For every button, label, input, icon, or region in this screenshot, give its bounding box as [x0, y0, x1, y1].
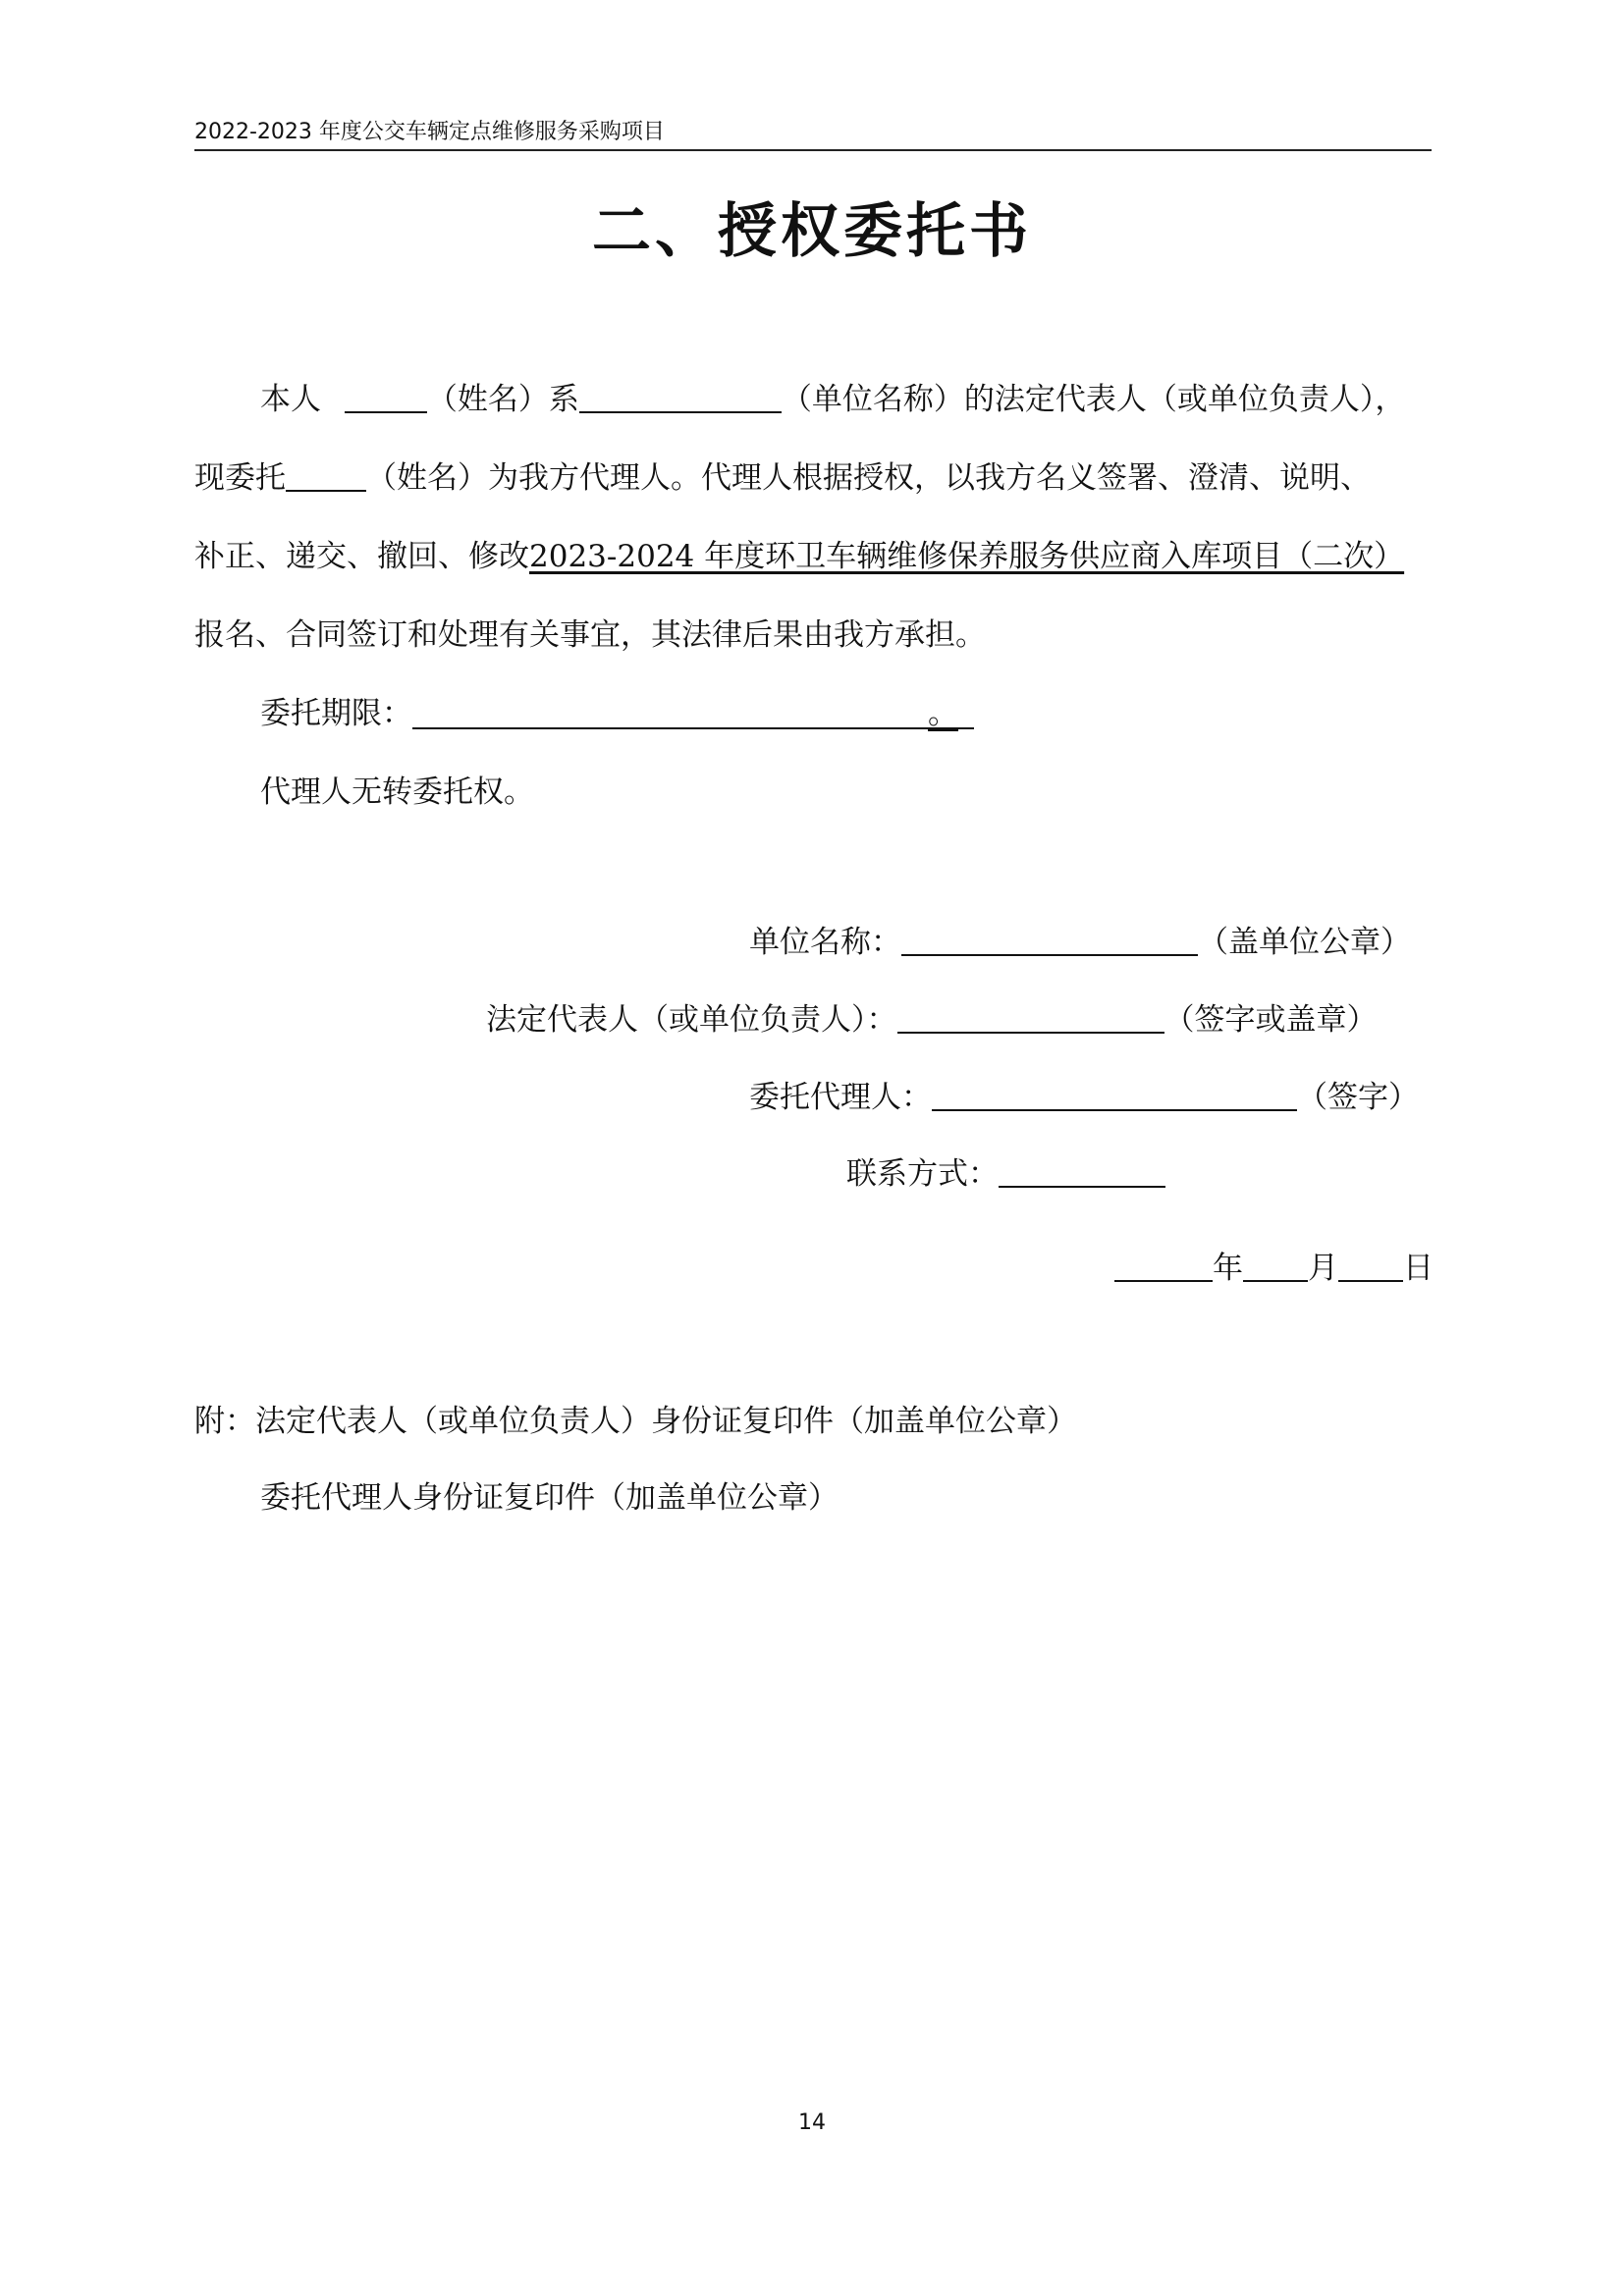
unit-signature-line — [749, 921, 1411, 964]
text-legal-rep: （单位名称）的法定代表人（或单位负责人）， — [781, 382, 1406, 417]
blank-unit-name — [579, 382, 782, 413]
agent-note: （签字） — [1297, 1080, 1419, 1115]
legal-note: （签字或盖章） — [1164, 1002, 1378, 1038]
unit-note: （盖单位公章） — [1198, 925, 1411, 960]
page-number: 14 — [798, 2110, 826, 2135]
no-subdelegation-line — [260, 771, 534, 814]
contact-line — [846, 1152, 1165, 1196]
day-label: 日 — [1403, 1251, 1434, 1286]
date-line — [1114, 1247, 1434, 1290]
agent-signature-line — [749, 1076, 1419, 1119]
body-line-2 — [194, 456, 1371, 500]
term-label: 委托期限： — [260, 696, 412, 731]
text-actions: 补正、递交、撤回、修改 — [194, 539, 529, 574]
blank-month — [1243, 1251, 1308, 1282]
blank-agent-signature — [932, 1080, 1297, 1111]
text-consequences: 报名、合同签订和处理有关事宜，其法律后果由我方承担。 — [194, 617, 986, 653]
body-line-1 — [260, 378, 1405, 421]
no-subdelegation-text: 代理人无转委托权。 — [260, 774, 534, 810]
month-label: 月 — [1308, 1251, 1338, 1286]
blank-agent-name — [286, 460, 366, 492]
blank-year — [1114, 1251, 1213, 1282]
attachment-line-1 — [194, 1400, 1077, 1443]
running-header — [194, 116, 1432, 151]
text-agent-desc: （姓名）为我方代理人。代理人根据授权，以我方名义签署、澄清、说明、 — [366, 460, 1371, 496]
attachment-agent-id: 委托代理人身份证复印件（加盖单位公章） — [260, 1480, 839, 1516]
text-delegate: 现委托 — [194, 460, 286, 496]
body-line-3 — [194, 535, 1404, 578]
text-name-label: （姓名）系 — [426, 382, 579, 417]
term-line — [260, 692, 974, 735]
unit-label: 单位名称： — [749, 925, 901, 960]
legal-signature-line — [486, 998, 1378, 1041]
body-line-4 — [194, 614, 986, 657]
blank-contact — [999, 1156, 1165, 1188]
page-title: 二、授权委托书 — [592, 197, 1032, 266]
term-period: 。 — [928, 696, 958, 731]
attachment-line-2 — [260, 1476, 839, 1520]
header-text: 2022-2023 年度公交车辆定点维修服务采购项目 — [194, 120, 665, 144]
blank-day — [1338, 1251, 1403, 1282]
attachment-legal-id: 附：法定代表人（或单位负责人）身份证复印件（加盖单位公章） — [194, 1404, 1077, 1439]
blank-unit-signature — [901, 925, 1198, 956]
term-field — [412, 692, 974, 729]
contact-label: 联系方式： — [846, 1156, 999, 1192]
blank-principal-name — [345, 382, 427, 413]
blank-legal-signature — [897, 1002, 1164, 1034]
legal-label: 法定代表人（或单位负责人）： — [486, 1002, 897, 1038]
project-name: 2023-2024 年度环卫车辆维修保养服务供应商入库项目（二次） — [529, 539, 1405, 574]
text-principal: 本人 — [260, 382, 321, 417]
agent-label: 委托代理人： — [749, 1080, 932, 1115]
year-label: 年 — [1213, 1251, 1243, 1286]
